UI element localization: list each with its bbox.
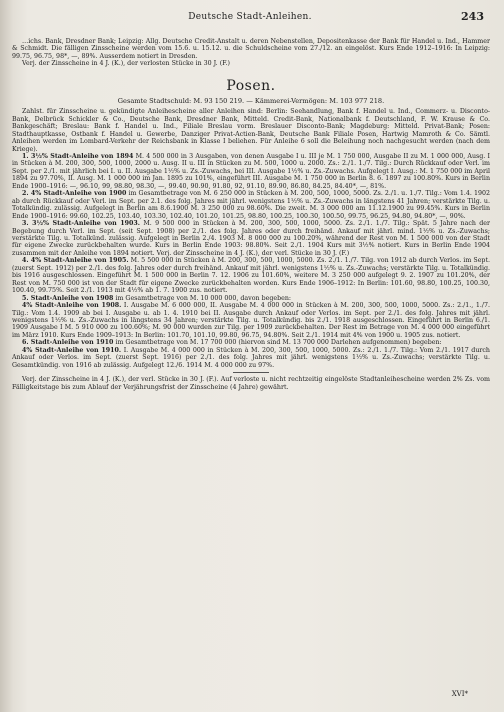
intro-note: Verj. der Zinsscheine in 4 J. (K.), der verlosten Stücke in 30 J. (F.) [22, 60, 230, 68]
running-head: Deutsche Stadt-Anleihen. [188, 12, 312, 22]
loan-entry [12, 339, 490, 346]
loan-entry [12, 257, 490, 294]
debt-summary: Gesamte Stadtschuld: M. 93 150 219. — Kämmerei-Vermögen: M. 103 977 218. [117, 96, 385, 105]
section-title: Posen. [226, 77, 276, 94]
loan-subentry [12, 302, 490, 339]
loan-entry [12, 220, 490, 257]
paying-agents-paragraph: Zahlst. für Zinsscheine u. gekündigte Anleihescheine aller Anleihen sind: Berlin: Seehandlung, Bank f. Handel u. Ind., Commerz- u. Disconto-Bank, Delbrück Schickler & Co., Deutsche Bank, Dresdner Bank, Mitteld. Credit-Bank, Nationalbank f. Deutschland, F. W. Krause & Co. Bankgeschäft; Breslau: Bank f. Handel u. Ind., Filiale Breslau vorm. Breslauer Disconto-Bank; Magdeburg: Mitteld. Privat-Bank; Posen: Stadthauptkasse, Ostbank f. Handel u. Gewerbe, Danziger Privat-Actien-Bank, Deutsche Bank Filiale Posen, Hartwig Mamroth & Co. Sämtl. Anleihen werden im Lombard-Verkehr der Reichsbank in Klasse I beliehen. Für Anleihe 6 soll die Beleihung noch nachgesucht werden (nach dem Kriege). [12, 108, 490, 153]
loan-subentry [12, 347, 490, 369]
loan-entry [12, 190, 490, 220]
loan-title: 6. Stadt-Anleihe von 1910 [22, 339, 114, 347]
loan-title: 5. Stadt-Anleihe von 1908 [22, 294, 114, 302]
loan-title: 2. 4% Stadt-Anleihe von 1900 [22, 190, 127, 198]
loan-title: 1. 3½% Stadt-Anleihe von 1894 [22, 152, 134, 160]
loan-title: 3. 3½% Stadt-Anleihe von 1903. [22, 220, 140, 228]
loan-text: im Gesamtbetrage von M. 6 250 000 in Stücken à M. 200, 500, 1000, 5000. Zs. 2./1. u. 1./7. Tilg.: Vom 1.4. 1902 ab durch Rückkauf oder Verl. im Sept. per 2.1. des folg. Jahres mit jährl. wenigstens 1½% u. Zs.-Zuwachs in längstens 41 Jahren; verstärkte Tilg. u. Totalkündig. zulässig. Aufgelegt in Berlin am 8.6.1900 M. 3 250 000 zu 98.60%. Die zweit. M. 3 000 000 am 11.12.1900 zu 99.45%. Kurs in Berlin Ende 1900–1916: 99.60, 102.25, 103.40, 103.30, 102.40, 101.20, 101.25, 98.80, 100.25, 100.30, 100.50, 99.75, 96.25, 94.80, 94.80*, —, 90%. [12, 190, 490, 220]
loan-subtitle: 4% Stadt-Anleihe von 1910. [22, 346, 122, 354]
loan-entry [12, 153, 490, 190]
closing-paragraph: Verj. der Zinsscheine in 4 J. (K.), der verl. Stücke in 30 J. (F.). Auf verloste u. nicht rechtzeitig eingelöste Stadtanleihescheine werden 2% Zs. vom Fälligkeitstage bis zum Ablauf der Verjährungsfrist der Zinsscheine (4 Jahre) gewährt. [12, 376, 490, 391]
loan-text: I. Ausgabe M. 6 000 000, II. Ausgabe M. 4 000 000 in Stücken à M. 200, 300, 500, 1000, 5000. Zs.: 2./1., 1./7. Tilg.: Vom 1.4. 1909 ab bei I. Ausgabe u. ab 1. 4. 1910 bei II. Ausgabe durch Ankauf oder Verlos. im Sept. per 2./1. des folg. Jahres mit jährl. wenigstens 1½% u. Zs.-Zuwachs in längstens 34 Jahren; verstärkte Tilg. u. Totalkündig. bis 2./1. 1918 ausgeschlossen. Eingeführt in Berlin 6./1. 1909 Ausgabe I M. 5 910 000 zu 100.60%; M. 90 000 wurden zur Tilg. per 1909 zurückbehalten. Der Rest im Betrage von M. 4 000 000 eingeführt im März 1910. Kurs Ende 1909–1913: In Berlin: 101.70, 101.10, 99.80, 96.75, 94.80%. Seit 2./1. 1914 mit 4% von 1900 u. 1905 zus. notiert. [12, 302, 490, 339]
loan-subtitle: 4% Stadt-Anleihe von 1908. [22, 302, 122, 310]
section-divider [233, 372, 269, 373]
loan-heading-text: im Gesamtbetrage von M. 10 000 000, davon begeben: [115, 294, 292, 302]
page-number: 243 [461, 10, 484, 23]
loan-text: M. 9 500 000 in Stücken à M. 200, 300, 500, 1000, 5000. Zs. 2./1. 1./7. Tilg.: Spät. 5 Jahre nach der Begebung durch Verl. im Sept. (seit Sept. 1908) per 2./1. des folg. Jahres oder durch freihänd. Ankauf mit jährl. mind. 1½% u. Zs.-Zuwachs; verstärkte Tilg. u. Totalkünd. zulässig. Aufgelegt in Berlin 2./4. 1903 M. 8 000 000 zu 100.20%, während der Rest von M. 1 500 000 von der Stadt für eigene Zwecke zurückbehalten wurde. Kurs in Berlin Ende 1903: 98.80%. Seit 2./1. 1904 Kurs mit 3½% notiert. Kurs in Berlin Ende 1904 zusammen mit der Anleihe von 1894 notiert. Verj. der Zinsscheine in 4 J. (K.), der verl. Stücke in 30 J. (F.) [12, 220, 490, 257]
loan-text: M. 4 500 000 in 3 Ausgaben, von denen Ausgabe I u. III je M. 1 750 000, Ausgabe II zu M. 1 000 000, Ausg. I in Stücken à M. 200, 300, 500, 1000, 2000 u. Ausg. II u. III in Stücken zu M. 500, 1000 u. 2000. Zs.: 2./1. 1./7. Tilg.: Durch Rückkauf oder Verl. im Sept. per 2./1. mit jährlich bei I. u. II. Ausgabe 1½% u. Zs.-Zuwachs, bei III. Ausgabe 1½% u. Zs.-Zuwachs. Aufgelegt I. Ausg.: M. 1 750 000 im April 1894 zu 97.70%, II. Ausg. M. 1 000 000 im Jan. 1895 zu 101%, eingeführt III. Ausgabe M. 1 750 000 in Berlin 8. 6. 1897 zu 100.80%. Kurs in Berlin Ende 1900–1916: —, 96.10, 99, 98.80, 98.30, —, 99.40, 90.90, 91.80, 92, 91.10, 89.90, 86.80, 84.25, 84.40*, —, 81%. [12, 152, 490, 190]
loan-entry [12, 295, 490, 302]
intro-paragraph: …ichs. Bank, Dresdner Bank; Leipzig: Allg. Deutsche Credit-Anstalt u. deren Nebenstellen, Depositenkasse der Bank für Handel u. Ind., Hammer & Schmidt. Die fälligen Zinsscheine werden vom 15.6. u. 15.12. u. die Schuldscheine vom 27./12. an eingelöst. Kurs Ende 1912–1916: In Leipzig: 99.75, 96.75, 98*, —, 89%. Ausserdem notiert in Dresden. [12, 38, 490, 60]
loan-text: I. Ausgabe M. 4 000 000 in Stücken à M. 200, 300, 500, 1000, 5000. Zs.: 2./1. 1./7. Tilg.: Vom 2./1. 1917 durch Ankauf oder Verlos. im Sept. (zuerst Sept. 1916) per 2./1. des folg. Jahres mit jährl. wenigstens 1½% u. Zs.-Zuwachs; verstärkte Tilg. u. Gesamtkündig. von 1916 ab zulässig. Aufgelegt 12./6. 1914 M. 4 000 000 zu 97%. [12, 346, 490, 369]
loan-title: 4. 4% Stadt-Anleihe von 1905. [22, 257, 129, 265]
loan-text: M. 5 500 000 in Stücken à M. 200, 300, 500, 1000, 5000. Zs. 2./1. 1./7. Tilg. von 1912 ab durch Verlos. im Sept. (zuerst Sept. 1912) per 2./1. des folg. Jahres oder durch freihänd. Ankauf mit jährl. wenigstens 1½% u. Zs.-Zuwachs; verstärkte Tilg. u. Totalkündig. bis 1916 ausgeschlossen. Eingeführt M. 1 500 000 in Berlin 7. 12. 1906 zu 101.60%, weitere M. 3 250 000 aufgelegt 9. 2. 1907 zu 101.20%, der Rest von M. 750 000 ist von der Stadt für eigene Zwecke zurückbehalten worden. Kurs Ende 1906–1912: In Berlin: 101.60, 98.80, 100.25, 100.30, 100.40, 99.75%. Seit 2./1. 1913 mit 4½% ab 1. 7. 1900 zus. notiert. [12, 257, 490, 295]
loan-heading-text: im Gesamtbetrage von M. 17 700 000 (hiervon sind M. 13 700 000 Darlehen aufgenommen) begeben: [115, 339, 442, 347]
supplement-mark: XVI* [451, 690, 468, 698]
page-content [12, 38, 490, 391]
